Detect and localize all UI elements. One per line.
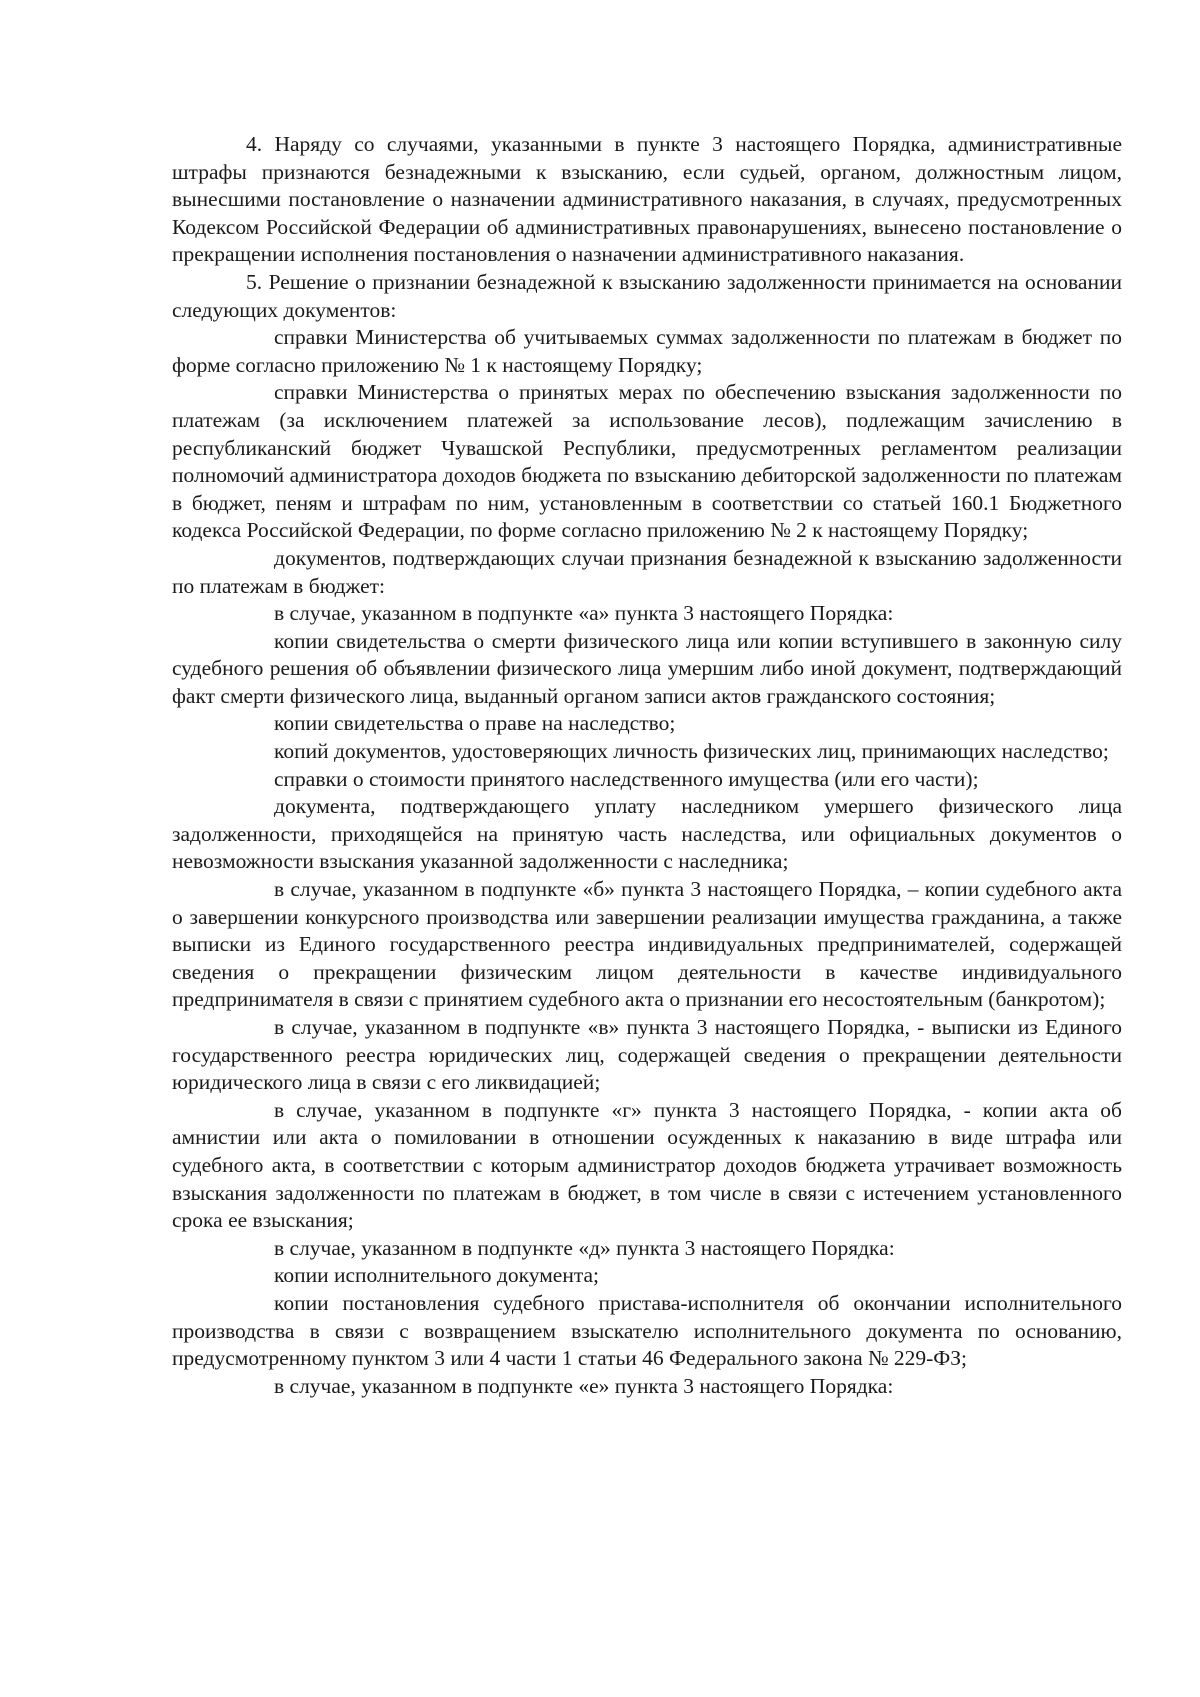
list-item: в случае, указанном в подпункте «д» пункта 3 настоящего Порядка: [274, 1235, 895, 1260]
list-item: копий документов, удостоверяющих личность физических лиц, принимающих наследство; [274, 739, 1109, 764]
list-item: в случае, указанном в подпункте «е» пункта 3 настоящего Порядка: [274, 1373, 894, 1398]
list-item: в случае, указанном в подпункте «а» пункта 3 настоящего Порядка: [274, 601, 894, 626]
list-item: в случае, указанном в подпункте «в» пункта 3 настоящего Порядка, - выписки из Единого государственного реестра юридических лиц, содержащей сведения о прекращении деятельности юридического лица в связи с его ликвидацией; [172, 1015, 1122, 1095]
list-item: справки Министерства об учитываемых суммах задолженности по платежам в бюджет по форме согласно приложению № 1 к настоящему Порядку; [172, 325, 1122, 377]
list-item: в случае, указанном в подпункте «б» пункта 3 настоящего Порядка, – копии судебного акта о завершении конкурсного производства или завершении реализации имущества гражданина, а также выписки из Единого государственного реестра индивидуальных предпринимателей, содержащей сведения о прекращении физическим лицом деятельности в качестве индивидуального предпринимателя в связи с принятием судебного акта о признании его несостоятельным (банкротом); [172, 877, 1122, 1012]
paragraph-5-decision: 5. Решение о признании безнадежной к взысканию задолженности принимается на основании следующих документов: [172, 269, 1122, 322]
list-item: копии постановления судебного пристава-исполнителя об окончании исполнительного производства в связи с возвращением взыскателю исполнительного документа по основанию, предусмотренному пунктом 3 или 4 части 1 статьи 46 Федерального закона № 229-ФЗ; [172, 1290, 1122, 1371]
list-item: справки о стоимости принятого наследственного имущества (или его части); [274, 766, 979, 791]
list-item: документов, подтверждающих случаи признания безнадежной к взысканию задолженности по платежам в бюджет: [172, 545, 1122, 598]
list-item: в случае, указанном в подпункте «г» пункта 3 настоящего Порядка, - копии акта об амнистии или акта о помиловании в отношении осужденных к наказанию в виде штрафа или судебного акта, в соответствии с которым администратор доходов бюджета утрачивает возможность взыскания задолженности по платежам в бюджет, в том числе в связи с истечением установленного срока ее взыскания; [172, 1097, 1122, 1233]
list-item: документа, подтверждающего уплату наследником умершего физического лица задолженности, приходящейся на принятую часть наследства, или официальных документов о невозможности взыскания указанной задолженности с наследника; [172, 794, 1122, 874]
document-body [172, 131, 1122, 1400]
list-item: копии исполнительного документа; [274, 1263, 600, 1288]
list-item: справки Министерства о принятых мерах по обеспечению взыскания задолженности по платежам (за исключением платежей за использование лесов), подлежащим зачислению в республиканский бюджет Чувашской Республики, предусмотренных регламентом реализации полномочий администратора доходов бюджета по взысканию дебиторской задолженности по платежам в бюджет, пеням и штрафам по ним, установленным в соответствии со статьей 160.1 Бюджетного кодекса Российской Федерации, по форме согласно приложению № 2 к настоящему Порядку; [172, 380, 1122, 543]
list-item: копии свидетельства о смерти физического лица или копии вступившего в законную силу судебного решения об объявлении физического лица умершим либо иной документ, подтверждающий факт смерти физического лица, выданный органом записи актов гражданского состояния; [172, 628, 1122, 708]
list-item: копии свидетельства о праве на наследство; [274, 711, 676, 736]
paragraph-4-fines: 4. Наряду со случаями, указанными в пункте 3 настоящего Порядка, административные штрафы признаются безнадежными к взысканию, если судьей, органом, должностным лицом, вынесшими постановление о назначении административного наказания, в случаях, предусмотренных Кодексом Российской Федерации об административных правонарушениях, вынесено постановление о прекращении исполнения постановления о назначении административного наказания. [172, 132, 1122, 267]
